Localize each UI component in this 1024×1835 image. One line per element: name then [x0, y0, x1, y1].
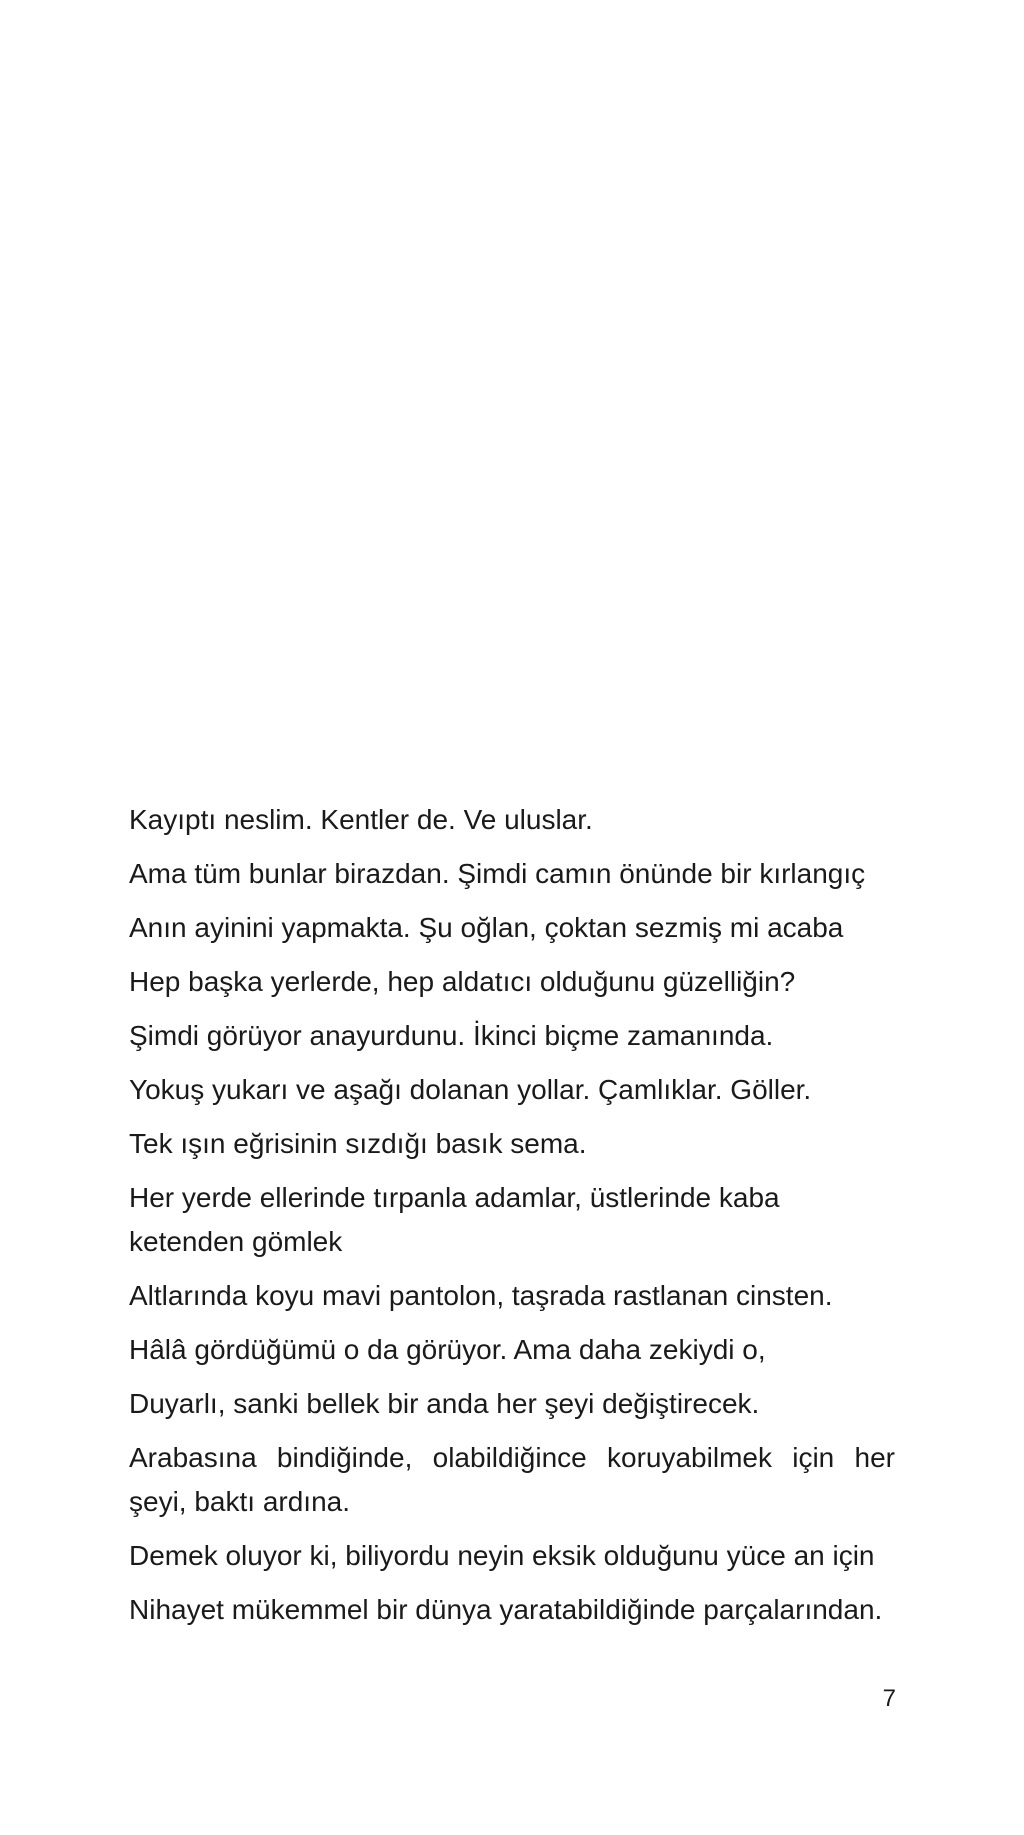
poem-line: Arabasına bindiğinde, olabildiğince koruyabilmek için her şeyi, baktı ardına.	[129, 1442, 895, 1517]
page-number: 7	[882, 1685, 896, 1712]
poem-line: Nihayet mükemmel bir dünya yaratabildiğinde parçalarından.	[129, 1594, 883, 1625]
poem-line: Tek ışın eğrisinin sızdığı basık sema.	[129, 1128, 587, 1159]
poem-line: Şimdi görüyor anayurdunu. İkinci biçme zamanında.	[129, 1020, 774, 1051]
poem-line: Yokuş yukarı ve aşağı dolanan yollar. Çamlıklar. Göller.	[129, 1074, 812, 1105]
poem-line: Kayıptı neslim. Kentler de. Ve uluslar.	[129, 804, 593, 835]
poem-line: Her yerde ellerinde tırpanla adamlar, üstlerinde kaba ketenden gömlek	[129, 1182, 780, 1257]
poem-line: Hâlâ gördüğümü o da görüyor. Ama daha zekiydi o,	[129, 1334, 766, 1365]
poem-line: Duyarlı, sanki bellek bir anda her şeyi değiştirecek.	[129, 1388, 760, 1419]
poem-line: Anın ayinini yapmakta. Şu oğlan, çoktan sezmiş mi acaba	[129, 912, 844, 943]
poem-line: Demek oluyor ki, biliyordu neyin eksik olduğunu yüce an için	[129, 1540, 875, 1571]
poem-line: Ama tüm bunlar birazdan. Şimdi camın önünde bir kırlangıç	[129, 858, 866, 889]
poem-line: Hep başka yerlerde, hep aldatıcı olduğunu güzelliğin?	[129, 966, 796, 997]
poem-line: Altlarında koyu mavi pantolon, taşrada rastlanan cinsten.	[129, 1280, 833, 1311]
poem-text	[129, 798, 895, 1642]
